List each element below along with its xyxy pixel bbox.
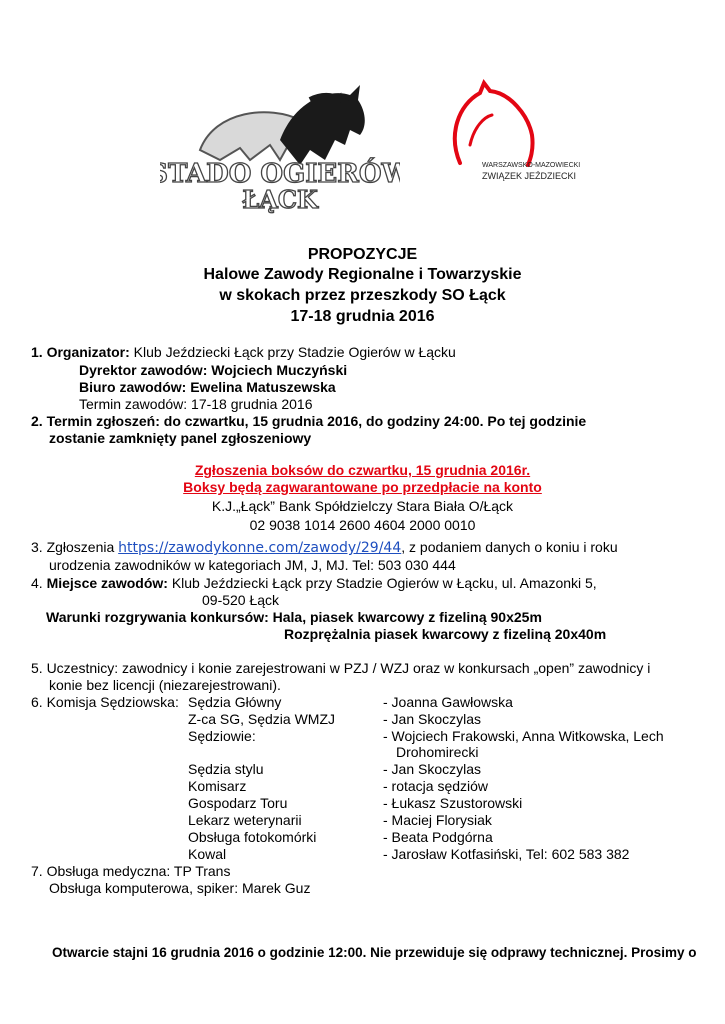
doc-subtitle-1: Halowe Zawody Regionalne i Towarzyskie bbox=[203, 266, 522, 283]
jury-label: 6. Komisja Sędziowska: bbox=[31, 694, 179, 710]
jury-role: Z-ca SG, Sędzia WMZJ bbox=[188, 711, 336, 727]
jury-name: - rotacja sędziów bbox=[383, 778, 489, 794]
dates-line: Termin zawodów: 17-18 grudnia 2016 bbox=[79, 396, 313, 412]
jury-role: Sędziowie: bbox=[188, 728, 256, 744]
registration-link[interactable]: https://zawodykonne.com/zawody/29/44 bbox=[118, 540, 402, 556]
boxes-notice-2: Boksy będą zagwarantowane po przedpłacie na konto bbox=[183, 479, 542, 495]
jury-role: Gospodarz Toru bbox=[188, 795, 288, 811]
jury-name: - Maciej Florysiak bbox=[383, 812, 492, 828]
footer-line: Otwarcie stajni 16 grudnia 2016 o godzinie 12:00. Nie przewiduje się odprawy technicznej. Prosimy o bbox=[52, 945, 697, 960]
venue-number: 4. bbox=[31, 575, 47, 591]
jury-name: - Joanna Gawłowska bbox=[383, 694, 513, 710]
horse-head-icon bbox=[440, 75, 580, 190]
office-line: Biuro zawodów: Ewelina Matuszewska bbox=[79, 379, 336, 395]
horses-icon bbox=[160, 70, 400, 220]
boxes-notice-1: Zgłoszenia boksów do czwartku, 15 grudnia 2016r. bbox=[194, 462, 531, 478]
deadline-line-2: zostanie zamknięty panel zgłoszeniowy bbox=[49, 430, 312, 446]
organizer-line bbox=[31, 344, 456, 361]
jury-name: - Beata Podgórna bbox=[383, 829, 493, 845]
doc-subtitle-2: w skokach przez przeszkody SO Łąck bbox=[219, 287, 506, 304]
doc-title: PROPOZYCJE bbox=[307, 246, 418, 263]
logo-right-line2: ZWIĄZEK JEŹDZIECKI bbox=[482, 171, 577, 181]
jury-role: Sędzia stylu bbox=[188, 761, 264, 777]
registration-prefix: 3. Zgłoszenia bbox=[31, 539, 119, 555]
stado-ogierow-logo bbox=[160, 70, 400, 220]
jury-role: Lekarz weterynarii bbox=[188, 812, 302, 828]
director-line: Dyrektor zawodów: Wojciech Muczyński bbox=[79, 362, 348, 378]
participants-line-1: 5. Uczestnicy: zawodnicy i konie zarejestrowani w PZJ / WZJ oraz w konkursach „open” zawodnicy i bbox=[31, 660, 651, 676]
wmzj-logo bbox=[440, 75, 580, 190]
venue-line-1 bbox=[31, 575, 597, 592]
conditions-line: Warunki rozgrywania konkursów: Hala, piasek kwarcowy z fizeliną 90x25m bbox=[46, 609, 542, 625]
jury-role: Sędzia Główny bbox=[188, 694, 282, 710]
bank-account: 02 9038 1014 2600 4604 2000 0010 bbox=[249, 517, 476, 533]
jury-role: Komisarz bbox=[188, 778, 247, 794]
jury-name: - Łukasz Szustorowski bbox=[383, 795, 523, 811]
jury-role: Kowal bbox=[188, 846, 227, 862]
logo-left-line2: ŁĄCK bbox=[242, 185, 318, 214]
organizer-label: 1. Organizator: bbox=[31, 344, 130, 360]
bank-name: K.J.„Łąck” Bank Spółdzielczy Stara Biała O/Łąck bbox=[211, 498, 514, 514]
jury-role: Obsługa fotokomórki bbox=[188, 829, 317, 845]
logo-right-line1: WARSZAWSKO-MAZOWIECKI bbox=[482, 162, 580, 169]
registration-line-2: urodzenia zawodników w kategoriach JM, J, MJ. Tel: 503 030 444 bbox=[49, 557, 456, 573]
jury-name: - Wojciech Frakowski, Anna Witkowska, Lech bbox=[383, 728, 664, 744]
warmup-line: Rozprężalnia piasek kwarcowy z fizeliną 20x40m bbox=[284, 626, 607, 642]
doc-date: 17-18 grudnia 2016 bbox=[290, 308, 435, 325]
venue-line-2: 09-520 Łąck bbox=[202, 592, 280, 608]
registration-line-1 bbox=[31, 539, 618, 557]
logo-left-line1: STADO OGIERÓW bbox=[160, 159, 400, 189]
registration-suffix: , z podaniem danych o koniu i roku bbox=[401, 539, 618, 555]
jury-name: - Jarosław Kotfasiński, Tel: 602 583 382 bbox=[383, 846, 630, 862]
medical-line: 7. Obsługa medyczna: TP Trans bbox=[31, 863, 231, 879]
participants-line-2: konie bez licencji (niezarejestrowani). bbox=[49, 677, 281, 693]
jury-name: - Jan Skoczylas bbox=[383, 711, 482, 727]
venue-value: Klub Jeździecki Łąck przy Stadzie Ogierów w Łącku, ul. Amazonki 5, bbox=[167, 575, 597, 591]
computer-line: Obsługa komputerowa, spiker: Marek Guz bbox=[49, 880, 311, 896]
deadline-line-1: 2. Termin zgłoszeń: do czwartku, 15 grudnia 2016, do godziny 24:00. Po tej godzinie bbox=[31, 413, 587, 429]
organizer-value: Klub Jeździecki Łąck przy Stadzie Ogierów w Łącku bbox=[129, 344, 456, 360]
jury-name-continued: Drohomirecki bbox=[396, 744, 479, 760]
venue-label: Miejsce zawodów: bbox=[46, 575, 168, 591]
jury-name: - Jan Skoczylas bbox=[383, 761, 482, 777]
